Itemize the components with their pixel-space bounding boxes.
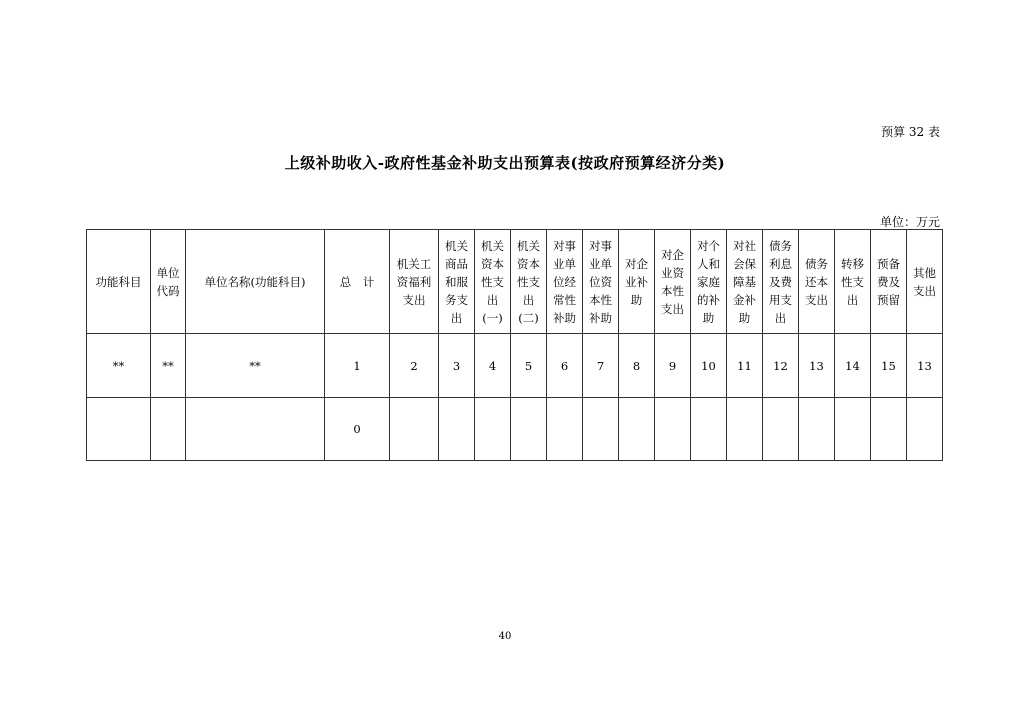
table-cell: 10 — [691, 334, 727, 398]
table-cell: 13 — [907, 334, 943, 398]
table-cell — [186, 398, 325, 461]
header-cell: 对社会保障基金补助 — [727, 230, 763, 334]
table-number-label: 预算 32 表 — [881, 125, 940, 139]
table-cell — [475, 398, 511, 461]
table-cell: 8 — [619, 334, 655, 398]
table-cell — [439, 398, 475, 461]
header-cell: 机关商品和服务支出 — [439, 230, 475, 334]
page-number: 40 — [498, 631, 512, 642]
table-cell — [691, 398, 727, 461]
header-cell: 机关资本性支出(二) — [511, 230, 547, 334]
table-cell: 7 — [583, 334, 619, 398]
header-cell: 功能科目 — [87, 230, 151, 334]
table-cell — [547, 398, 583, 461]
header-cell: 对企业补助 — [619, 230, 655, 334]
table-cell — [511, 398, 547, 461]
table-cell — [871, 398, 907, 461]
header-cell: 债务还本支出 — [799, 230, 835, 334]
header-cell: 对事业单位经常性补助 — [547, 230, 583, 334]
table-header-row — [87, 230, 943, 334]
header-cell: 对企业资本性支出 — [655, 230, 691, 334]
table-cell: ** — [151, 334, 186, 398]
table-cell: 1 — [325, 334, 390, 398]
table-cell: 9 — [655, 334, 691, 398]
table-cell: 6 — [547, 334, 583, 398]
budget-table — [86, 229, 943, 461]
header-cell: 对个人和家庭的补助 — [691, 230, 727, 334]
table-cell — [619, 398, 655, 461]
header-cell: 单位名称(功能科目) — [186, 230, 325, 334]
table-cell — [763, 398, 799, 461]
table-cell — [907, 398, 943, 461]
header-cell: 预备费及预留 — [871, 230, 907, 334]
table-cell — [835, 398, 871, 461]
table-cell: 0 — [325, 398, 390, 461]
table-cell — [799, 398, 835, 461]
header-cell: 转移性支出 — [835, 230, 871, 334]
header-cell: 对事业单位资本性补助 — [583, 230, 619, 334]
header-cell: 总 计 — [325, 230, 390, 334]
header-cell: 机关工资福利支出 — [390, 230, 439, 334]
table-cell: 11 — [727, 334, 763, 398]
table-cell — [151, 398, 186, 461]
header-cell: 单位代码 — [151, 230, 186, 334]
table-cell: 4 — [475, 334, 511, 398]
table-cell: 13 — [799, 334, 835, 398]
page-title: 上级补助收入-政府性基金补助支出预算表(按政府预算经济分类) — [284, 154, 726, 172]
table-cell: 14 — [835, 334, 871, 398]
table-cell — [390, 398, 439, 461]
header-cell: 机关资本性支出(一) — [475, 230, 511, 334]
table-cell: 12 — [763, 334, 799, 398]
table-cell: 3 — [439, 334, 475, 398]
header-cell: 债务利息及费用支出 — [763, 230, 799, 334]
table-cell — [655, 398, 691, 461]
column-number-row — [87, 334, 943, 398]
table-cell: 15 — [871, 334, 907, 398]
table-cell: ** — [87, 334, 151, 398]
table-cell — [583, 398, 619, 461]
table-cell — [87, 398, 151, 461]
unit-label: 单位：万元 — [879, 215, 940, 229]
table-cell — [727, 398, 763, 461]
table-cell: ** — [186, 334, 325, 398]
table-cell: 5 — [511, 334, 547, 398]
header-cell: 其他支出 — [907, 230, 943, 334]
table-cell: 2 — [390, 334, 439, 398]
total-row — [87, 398, 943, 461]
